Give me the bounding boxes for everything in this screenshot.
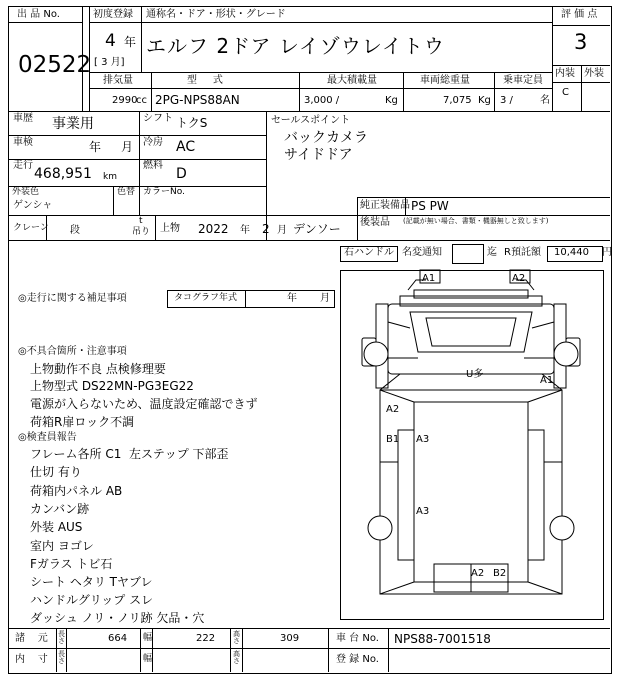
mileage-value: 468,951 [34,166,92,182]
inspection-year: 年 [89,140,102,154]
spec-label: 諸 元 [15,633,48,644]
aftermarket-label: 後装品 [360,217,390,228]
defect-line-1: 上物動作不良 点検修理要 [30,362,166,376]
capacity-label: 乗車定員 [503,75,543,86]
tacho-label: タコグラフ年式 [174,293,238,303]
body-year: 2022 [198,222,229,236]
mark-left-b1: B1 [386,434,400,445]
history-value: 事業用 [52,116,94,132]
mileage-check-label: 迄 [487,247,497,258]
mark-front-right: A2 [512,273,526,284]
gross-weight-unit: Kg [478,95,491,106]
width-label: 幅 [143,633,153,643]
exterior-label: 外装 [584,68,604,79]
crane-ton: t [139,216,143,226]
mark-lower-a3: A3 [416,506,430,517]
height-label: 高さ [233,630,240,645]
ac-value: AC [176,139,196,155]
r-deposit-value: 10,440 [554,247,589,258]
r-deposit-label: R預託額 [504,247,541,258]
max-load-unit: Kg [385,95,398,106]
interior-grade: C [562,87,569,98]
mileage-unit: km [103,172,117,182]
height-value: 309 [280,633,300,644]
capacity-unit: 名 [540,95,550,106]
color-no-label: カラーNo. [143,187,185,197]
displacement: 2990 [112,95,138,106]
sales-point-2: サイドドア [284,147,353,163]
body-month: 2 [262,222,270,236]
inspector-line-8: シート ヘタリ Tヤブレ [30,575,153,589]
defects-title: ◎不具合箇所・注意事項 [18,346,127,357]
max-load: 3,000 / [304,95,340,106]
inspector-line-7: Fガラス トビ石 [30,557,113,571]
mileage-change-label: 名変通知 [402,247,442,258]
inspector-line-10: ダッシュ ノリ・ノリ跡 欠品・穴 [30,611,205,625]
r-deposit-unit: 円 [602,247,612,258]
gross-weight: 7,075 [443,95,472,106]
model-label: 型 式 [187,75,223,86]
ext-color-value: ゲンシャ [13,200,53,211]
max-load-label: 最大積載量 [327,75,377,86]
inspector-line-2: 仕切 有り [30,465,82,479]
length-value: 664 [108,633,128,644]
mark-floor-a3: A3 [416,434,430,445]
genuine-value: PS PW [411,199,449,213]
steering-value: 右ハンドル [344,247,394,258]
crane-stage: 段 [70,225,80,236]
reg-year-unit: 年 [124,35,137,49]
inspector-title: ◎検査員報告 [18,432,77,443]
grade-label: 評 価 点 [561,9,598,20]
defect-line-2: 上物型式 DS22MN-PG3EG22 [30,379,194,393]
reg-month: [ 3 月] [94,57,125,68]
mark-right-door: A1 [540,375,554,386]
crane-lift: 吊り [132,227,151,237]
inner-height-label: 高さ [233,650,240,665]
inner-length-label: 長さ [58,650,65,665]
vehicle-diagram [340,262,602,620]
mileage-label: 走行 [13,160,33,171]
displacement-label: 排気量 [103,75,133,86]
fuel-label: 燃料 [143,160,163,171]
ac-label: 冷房 [143,137,163,148]
history-label: 車歴 [13,113,33,124]
length-label: 長さ [58,630,65,645]
common-name-label: 通称名・ドア・形状・グレード [146,9,286,20]
body-year-unit: 年 [240,225,250,236]
inspector-line-6: 室内 ヨゴレ [30,539,94,553]
chassis-value: NPS88-7001518 [394,632,491,646]
reg-year: 4 [105,31,116,51]
mark-roof: U多 [466,369,484,380]
inspector-line-1: フレーム各所 C1 左ステップ 下部歪 [30,447,229,461]
inspector-line-9: ハンドルグリップ スレ [30,593,154,607]
inspection-month: 月 [121,140,134,154]
defect-line-3: 電源が入らないため、温度設定確認できず [30,397,258,411]
mark-front-left: A1 [422,273,436,284]
ext-color-label: 外装色 [12,187,40,197]
mark-rear-b2: B2 [493,568,507,579]
defect-line-4: 荷箱R扉ロック不調 [30,415,135,429]
reg-no-label: 登 録 No. [336,654,379,665]
sales-point-1: バックカメラ [284,130,368,146]
inner-width-label: 幅 [143,654,153,664]
interior-label: 内装 [555,68,575,79]
mark-rear-a2: A2 [471,568,485,579]
driving-notes-label: ◎走行に関する補足事項 [18,293,127,304]
first-reg-label: 初度登録 [93,9,133,20]
inspector-line-4: カンバン跡 [30,502,90,516]
aftermarket-note: (記載が無い場合、書類・機器無しと致します) [403,217,549,225]
inspection-label: 車検 [13,137,33,148]
crane-label: クレーン [13,223,49,233]
color-change-label: 色替 [117,187,136,197]
body-maker: デンソー [293,222,341,236]
capacity: 3 / [500,95,513,106]
width-value: 222 [196,633,216,644]
inspector-line-5: 外装 AUS [30,520,83,534]
shift-value: トクS [176,116,208,130]
chassis-label: 車 台 No. [336,633,379,644]
shift-label: シフト [143,113,173,124]
lot-label: 出 品 No. [17,9,60,20]
genuine-label: 純正装備品 [360,200,410,211]
inner-dim-label: 内 寸 [15,654,48,665]
tacho-year: 年 [287,293,297,304]
inspector-line-3: 荷箱内パネル AB [30,484,123,498]
mark-left-panel: A2 [386,404,400,415]
car-name: エルフ 2ドア レイゾウレイトウ [146,34,445,58]
body-label: 上物 [160,223,180,234]
lot-number: 02522 [18,52,92,78]
overall-grade: 3 [574,30,588,54]
gross-weight-label: 車両総重量 [420,75,470,86]
sales-points-label: セールスポイント [271,115,351,126]
tacho-month: 月 [320,293,330,304]
model: 2PG-NPS88AN [155,93,240,107]
body-month-unit: 月 [277,225,287,236]
displacement-unit: cc [136,95,147,106]
fuel-value: D [176,166,187,182]
